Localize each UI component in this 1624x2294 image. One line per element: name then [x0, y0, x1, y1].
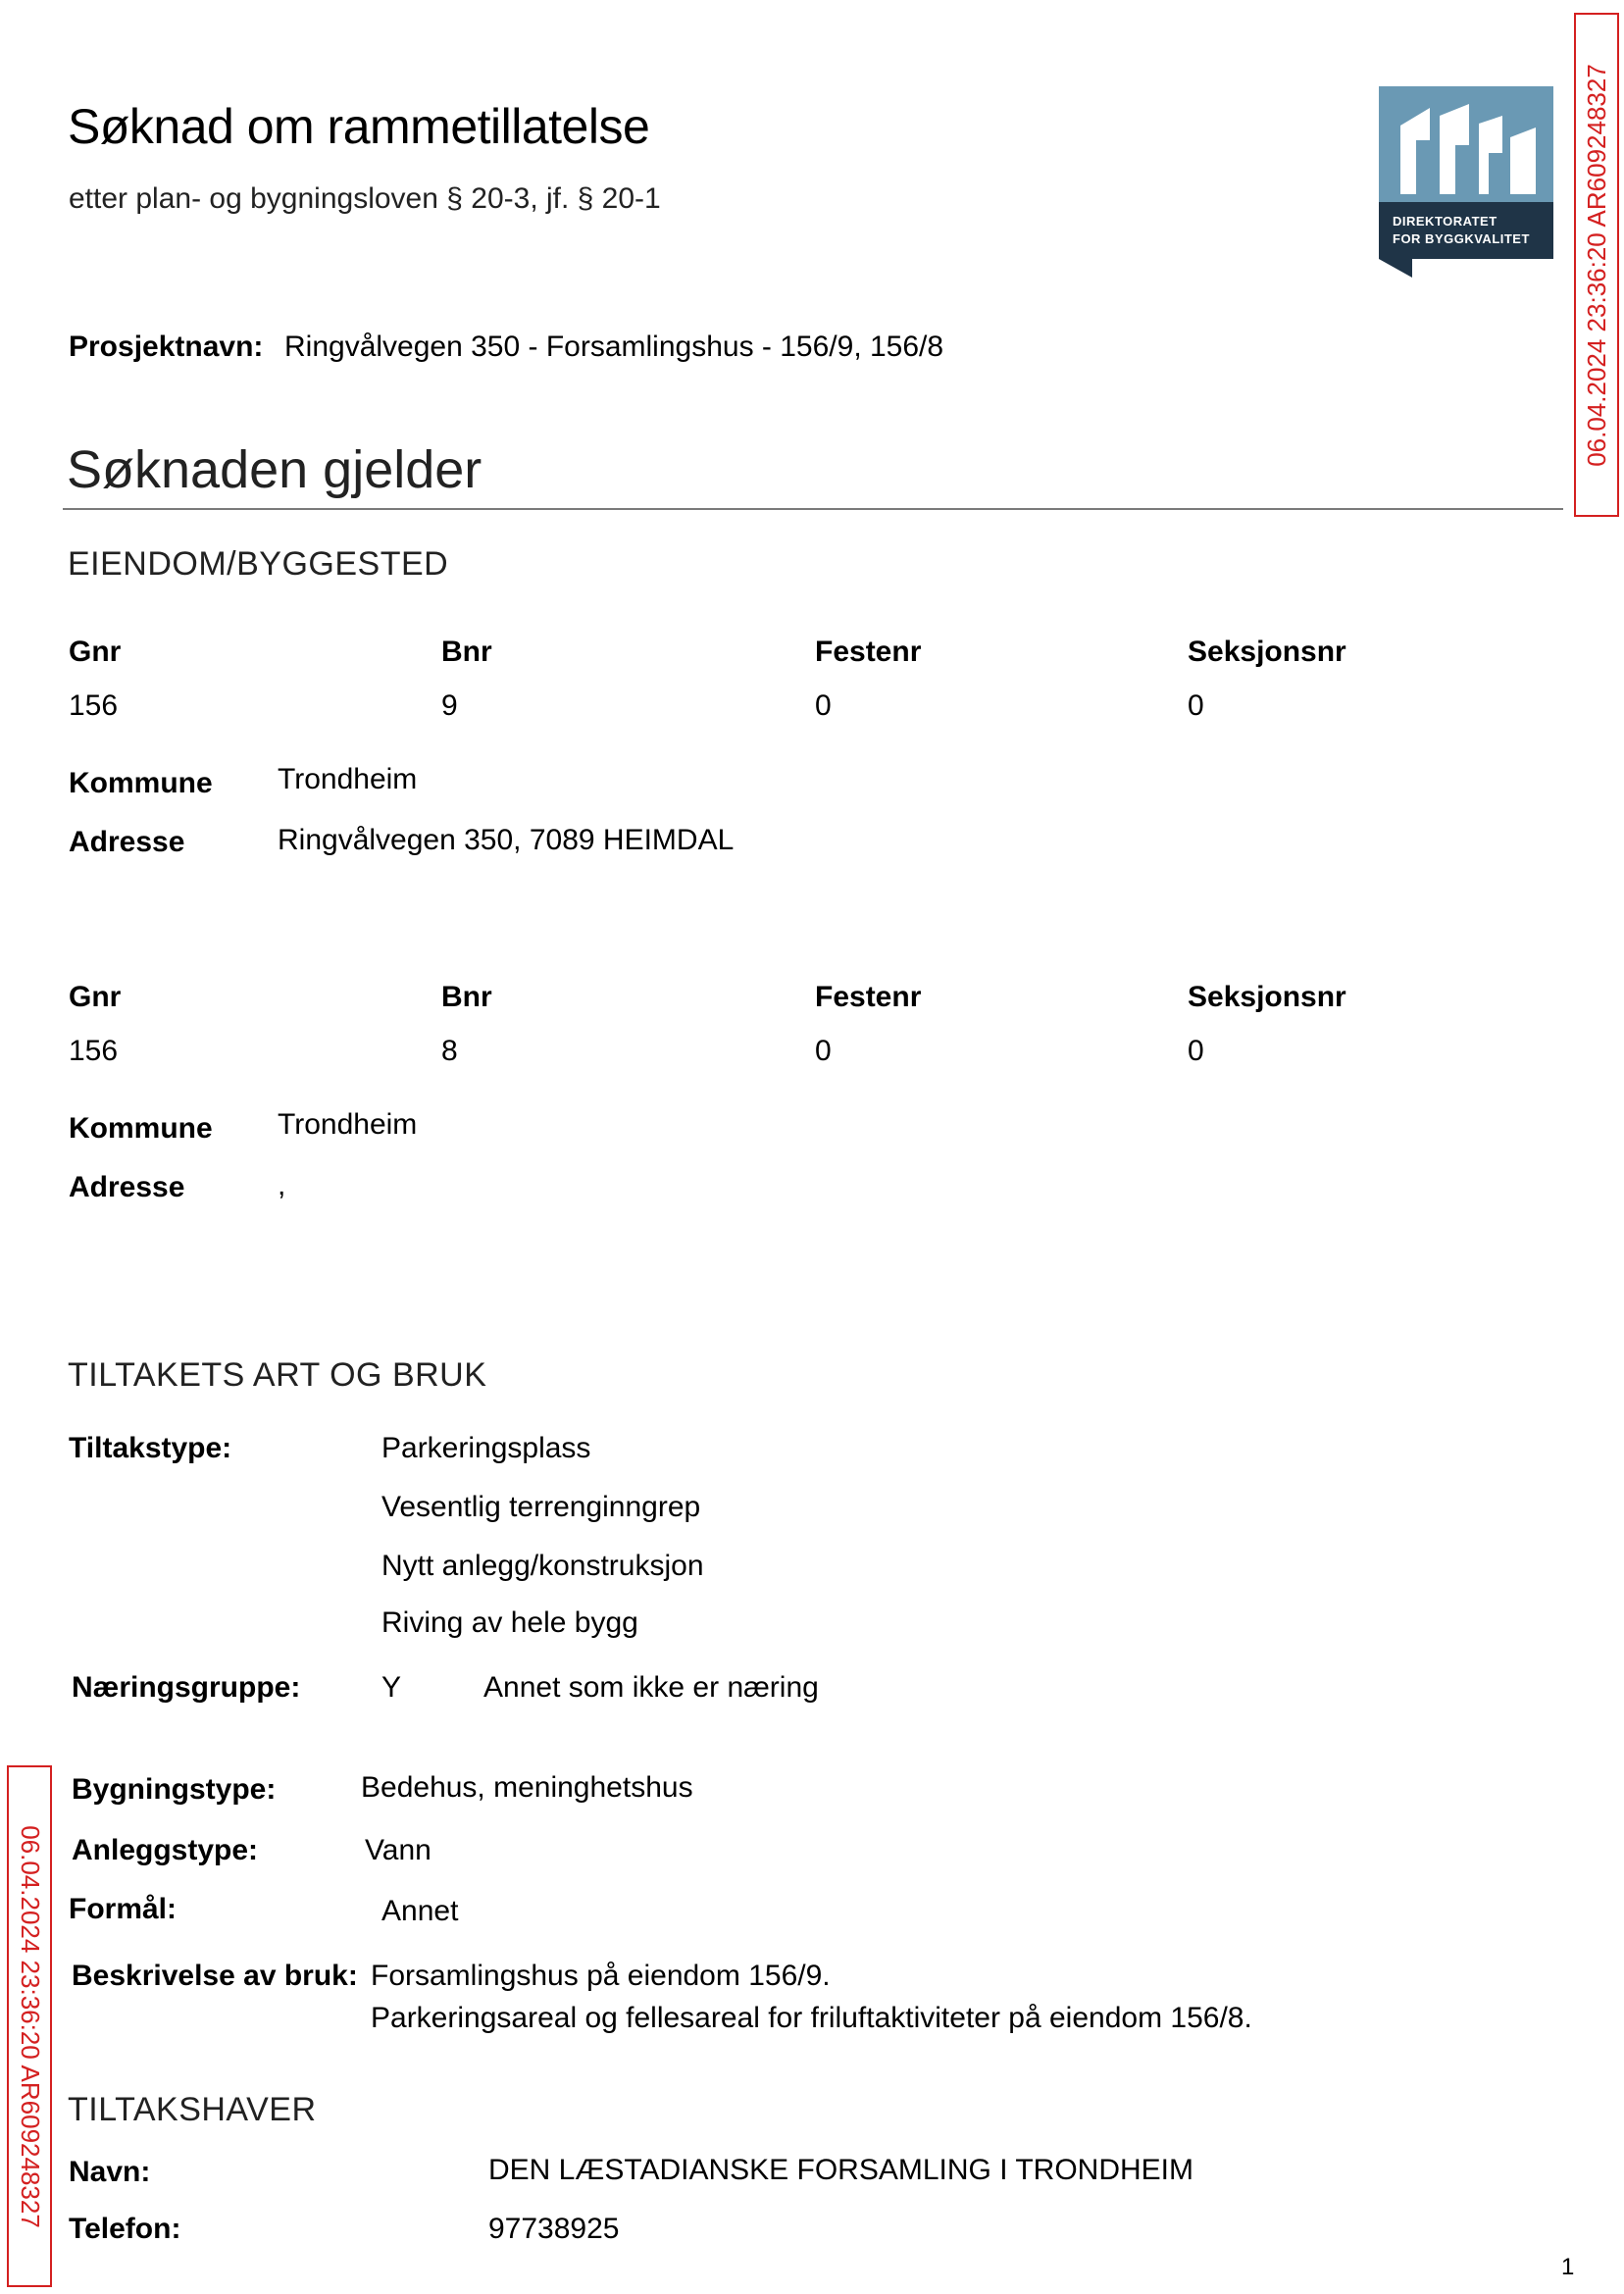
naeringsgruppe-code: Y	[381, 1671, 402, 1704]
section-title: Søknaden gjelder	[67, 440, 482, 499]
gnr-label: Gnr	[69, 981, 122, 1013]
navn-value: DEN LÆSTADIANSKE FORSAMLING I TRONDHEIM	[488, 2154, 1193, 2186]
gnr-label: Gnr	[69, 636, 122, 668]
bnr-value: 9	[441, 689, 458, 722]
festenr-label: Festenr	[815, 981, 922, 1013]
timestamp-stamp-left	[7, 1765, 52, 2287]
property-heading: EIENDOM/BYGGESTED	[68, 545, 449, 583]
logo-building-graphic	[1379, 86, 1553, 202]
logo-banner	[1379, 202, 1553, 341]
adresse-label: Adresse	[69, 1171, 185, 1203]
tiltakstype-label: Tiltakstype:	[69, 1432, 232, 1464]
beskrivelse-label: Beskrivelse av bruk:	[72, 1960, 358, 1992]
gnr-value: 156	[69, 1035, 119, 1067]
dibk-logo	[1379, 86, 1553, 278]
formal-value: Annet	[381, 1895, 459, 1927]
seksjonsnr-label: Seksjonsnr	[1188, 981, 1346, 1013]
project-name-label: Prosjektnavn:	[69, 331, 264, 363]
section-divider	[63, 508, 1563, 510]
festenr-value: 0	[815, 689, 832, 722]
naeringsgruppe-value: Annet som ikke er næring	[483, 1671, 819, 1704]
logo-text-line1: DIREKTORATET	[1393, 214, 1497, 229]
bnr-label: Bnr	[441, 636, 492, 668]
gnr-value: 156	[69, 689, 119, 722]
kommune-label: Kommune	[69, 1112, 213, 1145]
tiltakstype-item: Vesentlig terrenginngrep	[381, 1491, 701, 1523]
bnr-value: 8	[441, 1035, 458, 1067]
bygningstype-label: Bygningstype:	[72, 1773, 277, 1806]
tiltakstype-item: Parkeringsplass	[381, 1432, 591, 1464]
kommune-value: Trondheim	[278, 763, 418, 795]
formal-label: Formål:	[69, 1893, 178, 1925]
document-title: Søknad om rammetillatelse	[68, 99, 650, 154]
anleggstype-label: Anleggstype:	[72, 1834, 259, 1866]
adresse-value: ,	[278, 1169, 286, 1201]
adresse-label: Adresse	[69, 826, 185, 858]
festenr-value: 0	[815, 1035, 832, 1067]
logo-text-line2: FOR BYGGKVALITET	[1393, 231, 1530, 246]
navn-label: Navn:	[69, 2156, 151, 2188]
adresse-value: Ringvålvegen 350, 7089 HEIMDAL	[278, 824, 735, 856]
tiltakstype-item: Riving av hele bygg	[381, 1606, 638, 1639]
telefon-value: 97738925	[488, 2213, 620, 2245]
naeringsgruppe-label: Næringsgruppe:	[72, 1671, 301, 1704]
stamp-text: 06.04.2024 23:36:20 AR609248327	[1581, 63, 1611, 467]
telefon-label: Telefon:	[69, 2213, 181, 2245]
seksjonsnr-value: 0	[1188, 689, 1204, 722]
anleggstype-value: Vann	[365, 1834, 431, 1866]
page-number: 1	[1561, 2254, 1575, 2280]
festenr-label: Festenr	[815, 636, 922, 668]
tiltakstype-item: Nytt anlegg/konstruksjon	[381, 1550, 704, 1582]
document-subtitle: etter plan- og bygningsloven § 20-3, jf. § 20-1	[69, 182, 661, 215]
beskrivelse-line-1: Forsamlingshus på eiendom 156/9.	[371, 1960, 831, 1992]
timestamp-stamp-top	[1574, 13, 1619, 517]
project-name-value: Ringvålvegen 350 - Forsamlingshus - 156/9, 156/8	[284, 331, 944, 363]
kommune-value: Trondheim	[278, 1108, 418, 1141]
seksjonsnr-label: Seksjonsnr	[1188, 636, 1346, 668]
stamp-text: 06.04.2024 23:36:20 AR609248327	[15, 1824, 45, 2228]
kommune-label: Kommune	[69, 767, 213, 799]
bnr-label: Bnr	[441, 981, 492, 1013]
bygningstype-value: Bedehus, meninghetshus	[361, 1771, 693, 1804]
tiltakshaver-heading: TILTAKSHAVER	[68, 2091, 317, 2128]
seksjonsnr-value: 0	[1188, 1035, 1204, 1067]
beskrivelse-line-2: Parkeringsareal og fellesareal for friluftaktiviteter på eiendom 156/8.	[371, 2002, 1252, 2034]
tiltak-heading: TILTAKETS ART OG BRUK	[68, 1356, 487, 1394]
